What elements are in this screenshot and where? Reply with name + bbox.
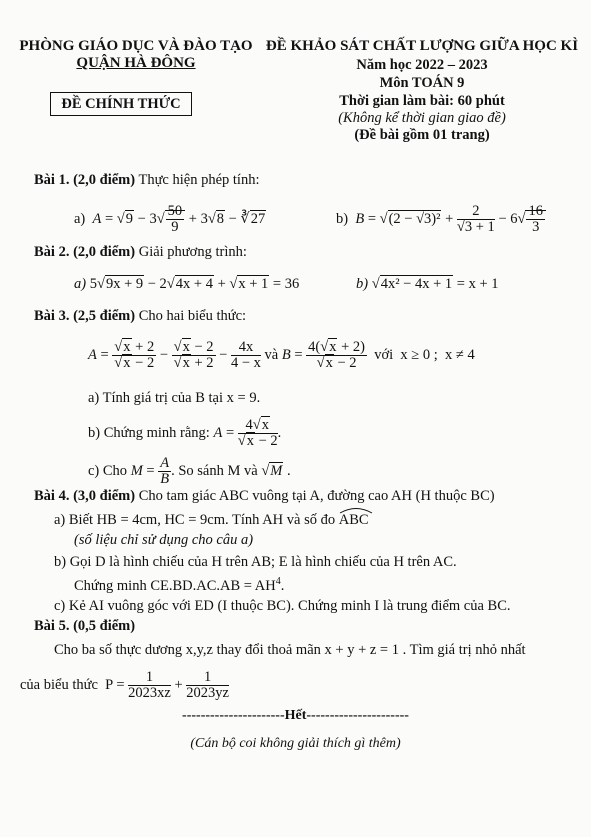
exercise-4a: a) Biết HB = 4cm, HC = 9cm. Tính AH và số đo ABC — [54, 512, 369, 529]
exam-title: ĐỀ KHẢO SÁT CHẤT LƯỢNG GIỮA HỌC KÌ — [265, 38, 579, 54]
exercise-4c: c) Kẻ AI vuông góc với ED (I thuộc BC). Chứng minh I là trung điểm của BC. — [54, 598, 511, 614]
exercise-1a: a) A = √9 − 3√ $\frac{50}{9}$ + 3√8 − ∛27 — [74, 203, 266, 235]
exercise-4a-note: (số liệu chỉ sử dụng cho câu a) — [74, 532, 254, 548]
department-name: PHÒNG GIÁO DỤC VÀ ĐÀO TẠO — [19, 38, 253, 54]
exercise-1b: b) B = √(2 − √3)² + $\frac{2}{√3 + 1}$ − 6√ $\frac{16}{3}$ — [336, 204, 546, 235]
school-year: Năm học 2022 – 2023 — [356, 57, 488, 73]
exercise-1-heading: Bài 1. (2,0 điểm) Thực hiện phép tính: — [34, 172, 260, 188]
exercise-4b: b) Gọi D là hình chiếu của H trên AB; E là hình chiếu của H trên AC. — [54, 554, 457, 570]
exercise-2-heading: Bài 2. (2,0 điểm) Giải phương trình: — [34, 244, 247, 260]
exercise-3a: a) Tính giá trị của B tại x = 9. — [88, 390, 261, 406]
district-name: QUẬN HÀ ĐÔNG — [76, 55, 196, 71]
proctor-note: (Cán bộ coi không giải thích gì thêm) — [190, 736, 401, 751]
exercise-5-expression: của biểu thức P = $\frac{1}{2023xz}$ + $\frac{1}{2023yz}$ — [20, 669, 229, 701]
pages-note: (Đề bài gồm 01 trang) — [354, 127, 490, 143]
duration-note: (Không kể thời gian giao đề) — [338, 110, 506, 126]
exercise-3-expressions: A = $\frac{√x + 2}{√x - 2}$ − $\frac{√x - 2}{√x + 2}$ − $\frac{4x}{4 - x}$ và B = $\frac{4(√x + 2)}{√x - 2}$ với x ≥ 0 ; x ≠ 4 — [88, 339, 475, 371]
exercise-3b: b) Chứng minh rằng: A = $\frac{4√x}{√x - 2}$ . — [88, 417, 282, 449]
exercise-3c: c) Cho M = $\frac{A}{B}$ . So sánh M và √M . — [88, 455, 291, 487]
end-marker: ----------------------Hết---------------------- — [182, 708, 409, 723]
exercise-2b: b) √4x² − 4x + 1 = x + 1 — [356, 276, 499, 292]
exercise-4b-line2: Chứng minh $CE.BD.AC.AB = AH^4$. — [74, 576, 285, 594]
subject: Môn TOÁN 9 — [379, 75, 465, 91]
official-box: ĐỀ CHÍNH THỨC — [50, 92, 192, 116]
duration: Thời gian làm bài: 60 phút — [339, 93, 505, 109]
exercise-2a: a) 5√9x + 9 − 2√4x + 4 + √x + 1 = 36 — [74, 276, 300, 292]
angle-abc: ABC — [339, 512, 369, 529]
exercise-4-heading: Bài 4. (3,0 điểm) Cho tam giác ABC vuông tại A, đường cao AH (H thuộc BC) — [34, 488, 495, 504]
exercise-3-heading: Bài 3. (2,5 điểm) Cho hai biểu thức: — [34, 308, 247, 324]
exercise-5-heading: Bài 5. (0,5 điểm) — [34, 618, 136, 634]
exercise-5-text: Cho ba số thực dương x,y,z thay đổi thoả mãn x + y + z = 1 . Tìm giá trị nhỏ nhất — [54, 642, 526, 658]
angle-arc-icon — [339, 506, 373, 514]
